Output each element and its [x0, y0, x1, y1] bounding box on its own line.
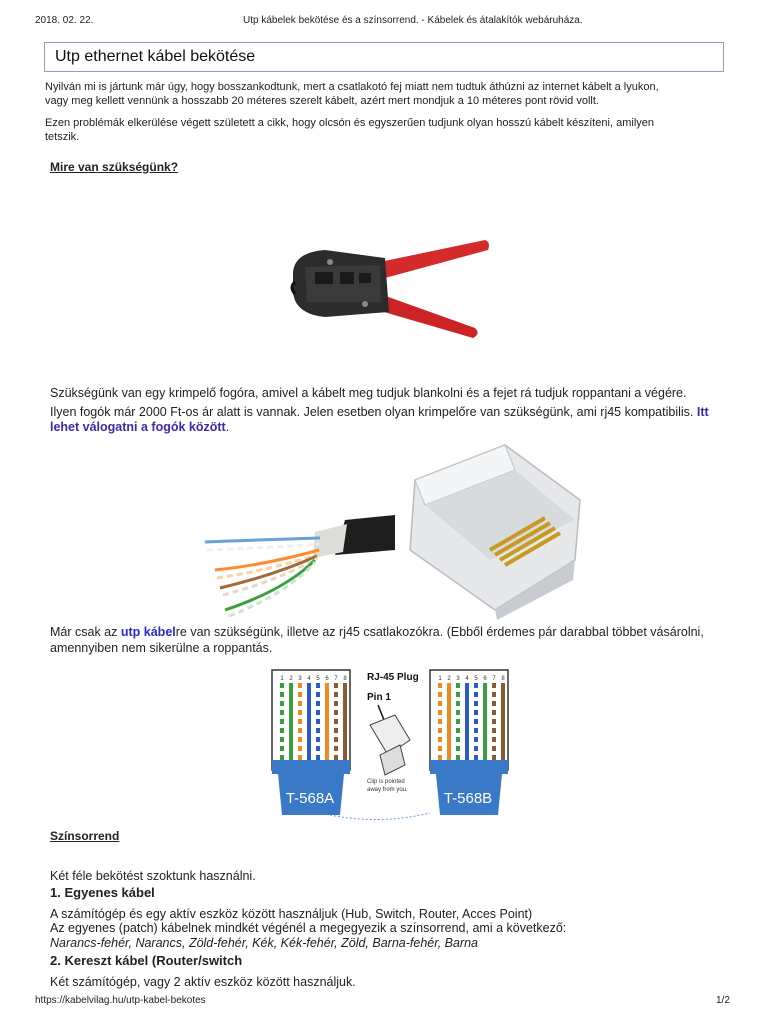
pin-number: 1	[438, 676, 442, 682]
print-page-title: Utp kábelek bekötése és a színsorrend. - Kábelek és átalakítók webáruháza.	[243, 15, 583, 26]
pin-number: 3	[298, 676, 302, 682]
utp-cable-link[interactable]: utp kábel	[120, 625, 176, 639]
article-title-box	[44, 42, 724, 72]
clip-note-line2: away from you.	[367, 787, 408, 793]
t568a-label: T-568A	[285, 790, 335, 807]
pin-number: 8	[501, 676, 505, 682]
pin-number: 7	[492, 676, 496, 682]
pin-number: 6	[483, 676, 487, 682]
cable-paragraph-line2: amennyiben nem sikerülne a roppantás.	[50, 641, 273, 655]
pin-number: 4	[465, 676, 469, 682]
pin-number: 3	[456, 676, 460, 682]
crimper-text: Ilyen fogók már 2000 Ft-os ár alatt is vannak. Jelen esetben olyan krimpelőre van szükségünk, ami rj45 kompatibilis.	[50, 405, 694, 419]
wiring-diagram-right	[428, 665, 518, 825]
pin-number: 2	[289, 676, 293, 682]
pin-number: 2	[447, 676, 451, 682]
crimper-paragraph-1: Szükségünk van egy krimpelő fogóra, amivel a kábelt meg tudjuk blankolni és a fejet rá tudjuk roppantani a végére.	[50, 386, 687, 400]
article-title: Utp ethernet kábel bekötése	[55, 48, 256, 65]
intro-line: Nyilván mi is jártunk már úgy, hogy bosszankodtunk, mert a csatlakotó fej miatt nem tudtuk áthúzni az internet kábelt a lyukon,	[45, 81, 659, 93]
pin-number: 4	[307, 676, 311, 682]
intro-paragraph-2	[45, 116, 735, 144]
straight-cable-heading: 1. Egyenes kábel	[50, 885, 155, 900]
pin-number: 1	[280, 676, 284, 682]
intro-line: Ezen problémák elkerülése végett született a cikk, hogy olcsón és egyszerűen tudjunk olyan hosszú kábelt készíteni, amilyen	[45, 117, 654, 129]
crimper-paragraph-2	[50, 404, 740, 420]
print-date: 2018. 02. 22.	[35, 15, 94, 26]
straight-paragraph-1: A számítógép és egy aktív eszköz között használjuk (Hub, Switch, Router, Acces Point)	[50, 907, 533, 921]
pin-1-label: Pin 1	[367, 692, 391, 703]
intro-line: tetszik.	[45, 131, 80, 143]
cross-cable-heading: 2. Kereszt kábel (Router/switch	[50, 953, 243, 968]
utp-cable-image	[195, 510, 395, 620]
order-intro: Két féle bekötést szoktunk használni.	[50, 869, 256, 883]
pin-number: 6	[325, 676, 329, 682]
crimper-link-end: .	[225, 420, 230, 434]
rj45-plug-title: RJ-45 Plug	[367, 672, 419, 683]
footer-page-number: 1/2	[716, 995, 730, 1006]
cable-text-post: re van szükségünk, illetve az rj45 csatlakozókra. (Ebből érdemes pár darabbal többet vásárolni,	[175, 625, 704, 639]
straight-paragraph-2: Az egyenes (patch) kábelnek mindkét végénél a megegyezik a színsorrend, ami a következő:	[50, 921, 567, 935]
cable-text-pre: Már csak az	[50, 625, 118, 639]
pin-number: 8	[343, 676, 347, 682]
t568b-label: T-568B	[443, 790, 493, 807]
cross-paragraph-1: Két számítógép, vagy 2 aktív eszköz között használjuk.	[50, 975, 356, 989]
intro-line: vagy meg kellett vennünk a hosszabb 20 méteres szerelt kábelt, azért mert mondjuk a 10 méteres pont rövid vollt.	[45, 95, 599, 107]
pin-number: 7	[334, 676, 338, 682]
crimper-link-part-1[interactable]: Itt	[696, 405, 709, 419]
footer-url: https://kabelvilag.hu/utp-kabel-bekotes	[35, 995, 206, 1006]
clip-note-line1: Clip is pointed	[367, 779, 405, 785]
pin-number: 5	[474, 676, 478, 682]
pin-number: 5	[316, 676, 320, 682]
needs-heading: Mire van szükségünk?	[50, 160, 179, 174]
order-heading: Színsorrend	[50, 829, 120, 843]
straight-color-order: Narancs-fehér, Narancs, Zöld-fehér, Kék, Kék-fehér, Zöld, Barna-fehér, Barna	[50, 936, 478, 950]
crimping-tool-image	[285, 232, 495, 347]
rj45-connector-image	[395, 440, 585, 620]
intro-paragraph-1	[45, 80, 735, 108]
crimper-link-part-2[interactable]: lehet válogatni a fogók között	[50, 420, 226, 434]
cable-paragraph	[50, 624, 740, 640]
crimper-paragraph-2-cont	[50, 419, 229, 435]
